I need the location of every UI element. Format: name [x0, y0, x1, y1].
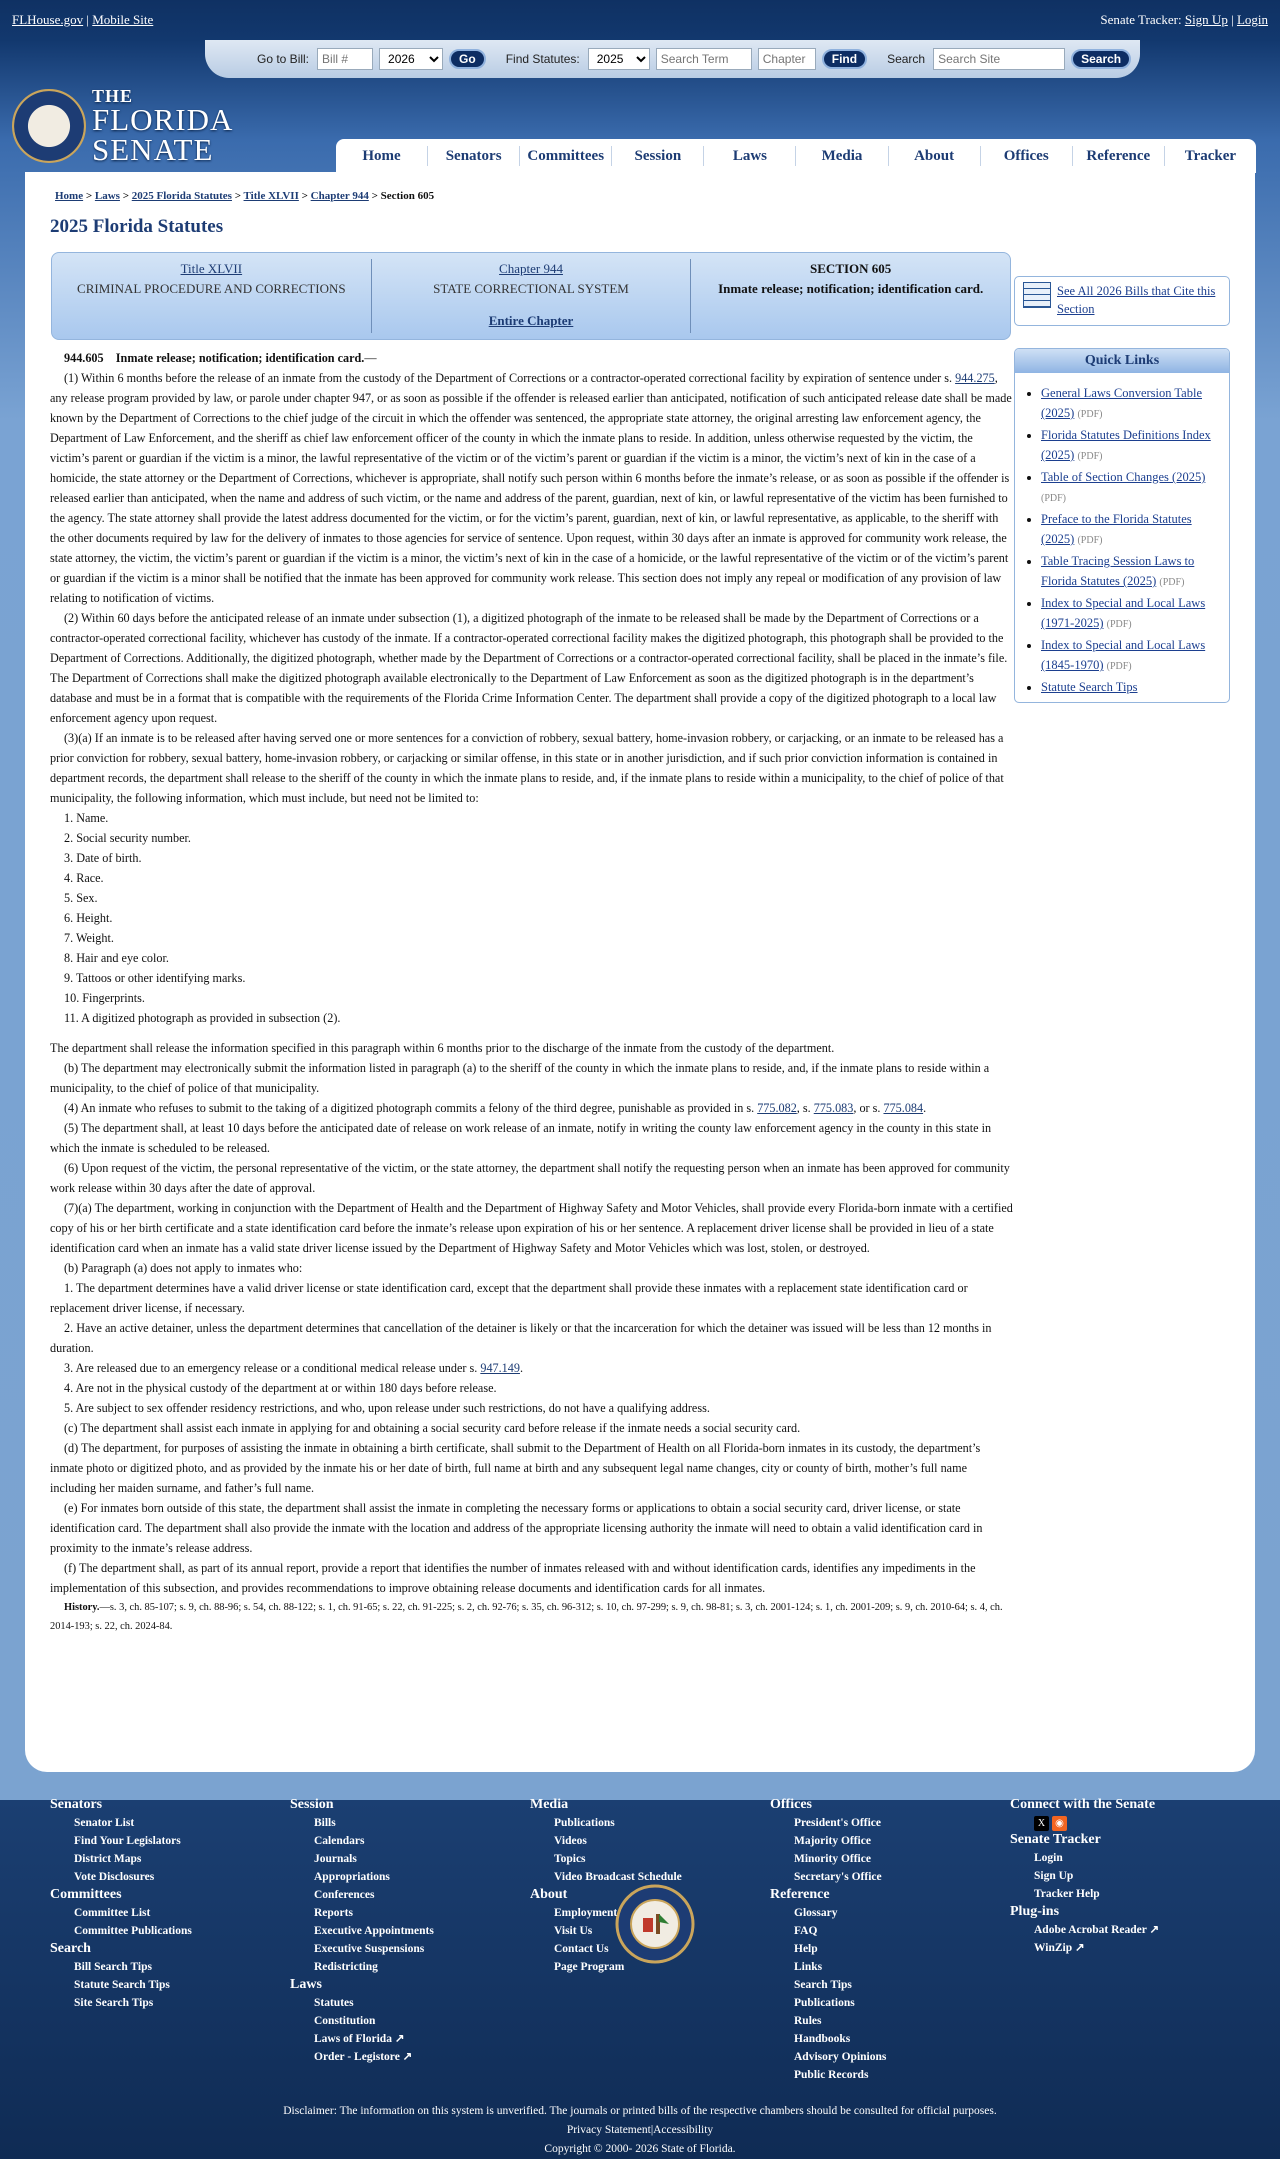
subsection-7b-4: 4. Are not in the physical custody of the department at or within 180 days before release.	[64, 1381, 497, 1395]
go-to-bill-label: Go to Bill:	[257, 52, 310, 66]
footer-col-5-sections	[1010, 1831, 1250, 1957]
find-button[interactable]: Find	[822, 49, 867, 69]
footer-col-4	[770, 1796, 1010, 2084]
logo-senate: SENATE	[92, 131, 214, 167]
site-footer	[50, 1796, 1250, 2084]
top-left-links	[12, 12, 153, 28]
quick-link[interactable]: Florida Statutes Definitions Index (2025)	[1041, 428, 1211, 462]
breadcrumb-sep: >	[83, 190, 95, 202]
footer-link-list	[530, 1904, 770, 1976]
list-item: 1. Name.	[64, 811, 109, 825]
statute-link-775-083[interactable]: 775.083	[813, 1101, 854, 1115]
footer-link[interactable]: Laws of Florida ↗	[314, 2033, 405, 2045]
footer-link[interactable]: Journals	[314, 1853, 357, 1865]
footer-link-list	[770, 1904, 1010, 2084]
footer-link[interactable]: Find Your Legislators	[74, 1835, 181, 1847]
quick-link[interactable]: Index to Special and Local Laws (1971-2025)	[1041, 596, 1206, 630]
footer-link[interactable]: Visit Us	[554, 1925, 593, 1937]
footer-link[interactable]: Statute Search Tips	[74, 1979, 170, 1991]
pdf-badge: (PDF)	[1106, 619, 1132, 630]
footer-link[interactable]: Committee Publications	[74, 1925, 192, 1937]
nav-laws[interactable]: Laws	[704, 146, 796, 166]
footer-link[interactable]: Public Records	[794, 2069, 869, 2081]
list-item: 4. Race.	[64, 871, 104, 885]
nav-senators[interactable]: Senators	[428, 146, 520, 166]
footer-link[interactable]: Videos	[554, 1835, 587, 1847]
list-item: 9. Tattoos or other identifying marks.	[64, 971, 246, 985]
nav-committees[interactable]: Committees	[520, 146, 612, 166]
footer-link[interactable]: Appropriations	[314, 1871, 390, 1883]
footer-link[interactable]: Publications	[794, 1997, 855, 2009]
quick-link-item	[1041, 467, 1221, 509]
pdf-badge: (PDF)	[1077, 409, 1103, 420]
subsection-text: , or s.	[853, 1101, 884, 1115]
footer-link-list	[290, 1994, 530, 2066]
nav-reference[interactable]: Reference	[1073, 146, 1165, 166]
subsection-text: (4) An inmate who refuses to submit to the taking of a digitized photograph commits a felony of the third degree, punishable as provided in s.	[64, 1101, 758, 1115]
footer-link[interactable]: Bills	[314, 1817, 336, 1829]
footer-link[interactable]: Video Broadcast Schedule	[554, 1871, 682, 1883]
quick-link-item	[1041, 551, 1221, 593]
nav-about[interactable]: About	[889, 146, 981, 166]
title-name: CRIMINAL PROCEDURE AND CORRECTIONS	[77, 281, 346, 296]
search-button[interactable]: Search	[1071, 49, 1131, 69]
find-statutes-label: Find Statutes:	[505, 52, 580, 66]
breadcrumb-laws[interactable]: Laws	[94, 190, 120, 202]
main-content	[25, 172, 1255, 1772]
statute-link-944-275[interactable]: 944.275	[955, 371, 995, 385]
footer-link[interactable]: WinZip ↗	[1034, 1942, 1085, 1954]
footer-heading[interactable]: Senate Tracker	[1010, 1832, 1101, 1847]
pdf-badge: (PDF)	[1041, 493, 1067, 504]
subsection-3a: (3)(a) If an inmate is to be released after having served one or more sentences for a conviction of robbery, sexual battery, home-invasion robbery, or carjacking, or an inmate to be released has a prior conviction for robbery, sexual battery, home-invasion robbery, or carjacking or similar offense, in this state or in another jurisdiction, and if such prior conviction information is contained in department records, the department shall release to the sheriff of the county in which the inmate plans to reside, and, if the inmate plans to reside within a municipality, to the chief of police of that municipality, the following information, which must include, but need not be limited to:	[50, 731, 1004, 805]
footer-heading[interactable]: About	[530, 1887, 568, 1902]
quick-links-title: Quick Links	[1015, 349, 1229, 373]
footer-link[interactable]: Majority Office	[794, 1835, 871, 1847]
footer-heading[interactable]: Search	[50, 1941, 91, 1956]
subsection-7e: (e) For inmates born outside of this state, the department shall assist the inmate in completing the necessary forms or applications to obtain a social security card, driver license, or state identification card. The department shall also provide the inmate with the location and address of the appropriate licensing authority the inmate will need to obtain a valid identification card in proximity to the inmate’s release address.	[50, 1501, 983, 1555]
top-bar	[0, 0, 1280, 40]
breadcrumb-sep: >	[231, 190, 244, 202]
statute-heading	[50, 348, 1015, 368]
section-catchline: Inmate release; notification; identification card.	[115, 351, 365, 365]
nav-offices[interactable]: Offices	[981, 146, 1073, 166]
disclaimer	[0, 2102, 1280, 2159]
cite-bills-box	[1014, 276, 1230, 326]
footer-link[interactable]: Login	[1034, 1852, 1063, 1864]
privacy-link[interactable]: Privacy Statement	[566, 2124, 651, 2136]
subsection-7b: (b) Paragraph (a) does not apply to inmates who:	[64, 1261, 303, 1275]
breadcrumb-sep: >	[119, 190, 132, 202]
list-item: 2. Social security number.	[64, 831, 191, 845]
subsection-7b-3	[50, 1358, 1015, 1378]
quick-link[interactable]: Index to Special and Local Laws (1845-1970)	[1041, 638, 1206, 672]
search-strip	[205, 40, 1140, 78]
sign-up-link[interactable]: Sign Up	[1184, 12, 1228, 27]
nav-session[interactable]: Session	[612, 146, 704, 166]
quick-links-panel	[1014, 348, 1230, 703]
section-label: SECTION 605	[810, 261, 892, 276]
footer-link-list	[290, 1814, 530, 1976]
footer-link[interactable]: Sign Up	[1034, 1870, 1074, 1882]
quick-link-item	[1041, 425, 1221, 467]
footer-link[interactable]: Order - Legistore ↗	[314, 2051, 413, 2063]
footer-heading[interactable]: Offices	[770, 1797, 812, 1812]
footer-link[interactable]: Secretary's Office	[794, 1871, 882, 1883]
pdf-badge: (PDF)	[1077, 451, 1103, 462]
pdf-badge: (PDF)	[1159, 577, 1185, 588]
footer-heading[interactable]: Laws	[290, 1977, 322, 1992]
section-name: Inmate release; notification; identification card.	[718, 281, 984, 296]
rss-icon[interactable]: ◉	[1052, 1816, 1067, 1831]
breadcrumb-home[interactable]: Home	[55, 190, 84, 202]
flhouse-link[interactable]: FLHouse.gov	[12, 12, 84, 27]
social-links	[1034, 1816, 1067, 1831]
chapter-name: STATE CORRECTIONAL SYSTEM	[433, 281, 629, 296]
table-icon	[1023, 282, 1051, 308]
subsection-7b-1: 1. The department determines have a valid driver license or state identification card, except that the department shall provide these inmates with a replacement state identification card or replacement driver license, if necessary.	[50, 1281, 968, 1315]
nav-media[interactable]: Media	[796, 146, 888, 166]
senate-seal-icon	[12, 89, 86, 163]
footer-link[interactable]: FAQ	[794, 1925, 818, 1937]
footer-link[interactable]: Vote Disclosures	[74, 1871, 155, 1883]
footer-link[interactable]: Senator List	[74, 1817, 135, 1829]
quick-link[interactable]: Preface to the Florida Statutes (2025)	[1041, 512, 1192, 546]
statute-year-select[interactable]	[588, 48, 650, 70]
accessibility-link[interactable]: Accessibility	[653, 2124, 714, 2136]
subsection-1	[50, 368, 1015, 608]
entire-chapter-link[interactable]: Entire Chapter	[488, 313, 574, 328]
subsection-2: (2) Within 60 days before the anticipated release of an inmate under subsection (1), a digitized photograph of the inmate to be released shall be made by the Department of Corrections or a contractor-operated correctional facility, whichever has custody of the inmate. If a contractor-operated correctional facility makes the digitized photograph, this photograph shall be provided to the Department of Corrections. Additionally, the digitized photograph, whether made by the Department of Corrections or a contractor-operated correctional facility, shall be placed in the inmate’s file. The Department of Corrections shall make the digitized photograph available electronically to the Department of Law Enforcement as soon as the digitized photograph is in the department’s database and must be in a format that is compatible with the requirements of the Florida Crime Information Center. The department shall provide a copy of the digitized photograph to a local law enforcement agency upon request.	[50, 611, 1008, 725]
footer-col-1	[50, 1796, 290, 2084]
breadcrumb-statutes[interactable]: 2025 Florida Statutes	[131, 190, 232, 202]
footer-link-list	[530, 1814, 770, 1886]
login-link[interactable]: Login	[1236, 12, 1268, 27]
quick-link-item	[1041, 383, 1221, 425]
chapter-input[interactable]	[758, 48, 816, 70]
pdf-badge: (PDF)	[1106, 661, 1132, 672]
quick-links-list	[1015, 373, 1229, 697]
footer-link[interactable]: Redistricting	[314, 1961, 378, 1973]
breadcrumb-current: Section 605	[380, 190, 435, 202]
list-item: 11. A digitized photograph as provided in subsection (2).	[64, 1011, 341, 1025]
footer-link[interactable]: Statutes	[314, 1997, 354, 2009]
list-item: 6. Height.	[64, 911, 113, 925]
nav-tracker[interactable]: Tracker	[1184, 148, 1237, 164]
logo-the: THE	[92, 86, 134, 106]
disclaimer-text: Disclaimer: The information on this system is unverified. The journals or printed bills of the respective chambers should be consulted for official purposes.	[283, 2105, 997, 2117]
senate-tracker-links: Senate Tracker: Sign Up | Login	[1100, 12, 1268, 27]
footer-col-2	[290, 1796, 530, 2084]
copyright-text: Copyright © 2000- 2026 State of Florida.	[544, 2143, 736, 2155]
footer-link-list	[50, 1958, 290, 2012]
history-label: History.	[64, 1602, 100, 1613]
statute-header-box	[51, 252, 1011, 340]
chapter-link[interactable]: Chapter 944	[499, 261, 563, 276]
footer-link[interactable]: Bill Search Tips	[74, 1961, 152, 1973]
footer-link[interactable]: President's Office	[794, 1817, 881, 1829]
footer-link-list	[770, 1814, 1010, 1886]
logo-text	[92, 86, 234, 167]
footer-heading[interactable]: Plug-ins	[1010, 1904, 1060, 1919]
footer-link[interactable]: Tracker Help	[1034, 1888, 1100, 1900]
breadcrumb-chapter[interactable]: Chapter 944	[310, 190, 369, 202]
quick-link[interactable]: Table of Section Changes (2025)	[1041, 470, 1206, 484]
statute-link-775-082[interactable]: 775.082	[757, 1101, 797, 1115]
quick-link[interactable]: Table Tracing Session Laws to Florida Statutes (2025)	[1041, 554, 1195, 588]
footer-col-3	[530, 1796, 770, 2084]
footer-heading[interactable]: Committees	[50, 1887, 122, 1902]
footer-heading[interactable]: Media	[530, 1797, 569, 1812]
go-button[interactable]: Go	[449, 49, 486, 69]
footer-link[interactable]: Help	[794, 1943, 818, 1955]
subsection-4	[50, 1098, 1015, 1118]
subsection-7f: (f) The department shall, as part of its annual report, provide a report that identifies the number of inmates released with and without identification cards, identifies any impediments in the implementation of this subsection, and provides recommendations to improve obtaining release documents and identification cards for all inmates.	[50, 1561, 976, 1595]
footer-link[interactable]: Publications	[554, 1817, 615, 1829]
statute-text	[50, 348, 1015, 1636]
list-item: 7. Weight.	[64, 931, 114, 945]
chapter-column	[372, 259, 692, 333]
footer-link[interactable]: Committee List	[74, 1907, 151, 1919]
quick-link-item	[1041, 677, 1221, 697]
footer-heading[interactable]: Session	[290, 1797, 334, 1812]
footer-link-list	[1010, 1849, 1250, 1903]
separator: |	[650, 2124, 654, 2136]
footer-link[interactable]: Reports	[314, 1907, 353, 1919]
quick-link-item	[1041, 635, 1221, 677]
footer-heading[interactable]: Reference	[770, 1887, 830, 1902]
subsection-text: 3. Are released due to an emergency release or a conditional medical release under s.	[64, 1361, 481, 1375]
nav-home[interactable]: Home	[336, 146, 428, 166]
mobile-site-link[interactable]: Mobile Site	[92, 12, 154, 27]
subsection-6: (6) Upon request of the victim, the personal representative of the victim, or the state attorney, the department shall notify the requesting person when an inmate has been approved for community work release within 30 days after the date of approval.	[50, 1161, 1010, 1195]
search-label: Search	[887, 52, 926, 66]
pdf-badge: (PDF)	[1077, 535, 1103, 546]
separator: |	[83, 12, 93, 27]
footer-link-list	[50, 1904, 290, 1940]
breadcrumb	[55, 190, 434, 202]
subsection-7c: (c) The department shall assist each inmate in applying for and obtaining a social security card before release if the inmate needs a social security card.	[64, 1421, 801, 1435]
footer-link[interactable]: Employment	[554, 1907, 618, 1919]
quick-link-item	[1041, 593, 1221, 635]
quick-link-item	[1041, 509, 1221, 551]
site-search-input[interactable]	[933, 48, 1065, 70]
subsection-text: .	[923, 1101, 927, 1115]
footer-col-5	[1010, 1796, 1250, 2084]
footer-link[interactable]: Executive Appointments	[314, 1925, 434, 1937]
footer-link[interactable]: Links	[794, 1961, 823, 1973]
list-item: 8. Hair and eye color.	[64, 951, 169, 965]
footer-link[interactable]: Glossary	[794, 1907, 838, 1919]
history-note	[50, 1598, 1015, 1636]
footer-link[interactable]: Conferences	[314, 1889, 375, 1901]
subsection-text: (1) Within 6 months before the release of an inmate from the custody of the Department of Corrections or a contractor-operated correctional facility by expiration of sentence under s.	[64, 371, 956, 385]
footer-link[interactable]: Constitution	[314, 2015, 376, 2027]
list-item: 10. Fingerprints.	[64, 991, 145, 1005]
footer-heading[interactable]: Senators	[50, 1797, 103, 1812]
subsection-7b-5: 5. Are subject to sex offender residency restrictions, and who, upon release under such restrictions, do not have a qualifying address.	[64, 1401, 710, 1415]
footer-link[interactable]: District Maps	[74, 1853, 142, 1865]
breadcrumb-sep: >	[368, 190, 381, 202]
footer-link[interactable]: Site Search Tips	[74, 1997, 154, 2009]
title-column	[52, 259, 372, 333]
subsection-7a: (7)(a) The department, working in conjunction with the Department of Health and the Department of Highway Safety and Motor Vehicles, shall provide every Florida-born inmate with a certified copy of his or her birth certificate and a state identification card before the inmate’s release upon expiration of his or her sentence. A replacement driver license shall be provided in lieu of a state identification card when an inmate has a valid state driver license issued by the Department of Highway Safety and Motor Vehicles which was lost, stolen, or destroyed.	[50, 1201, 1013, 1255]
info-list	[50, 808, 1015, 1028]
title-link[interactable]: Title XLVII	[180, 261, 243, 276]
footer-link[interactable]: Topics	[554, 1853, 586, 1865]
quick-link[interactable]: General Laws Conversion Table (2025)	[1041, 386, 1202, 420]
footer-link[interactable]: Adobe Acrobat Reader ↗	[1034, 1924, 1160, 1936]
statute-link-947-149[interactable]: 947.149	[480, 1361, 520, 1375]
subsection-3b: (b) The department may electronically submit the information listed in paragraph (a) to the sheriff of the county in which the inmate plans to reside, and, if the inmate plans to reside within a municipality, to the chief of police of that municipality.	[50, 1061, 990, 1095]
footer-link[interactable]: Rules	[794, 2015, 822, 2027]
footer-link-list	[50, 1814, 290, 1886]
bill-year-select[interactable]	[379, 48, 443, 70]
cite-bills-link[interactable]: See All 2026 Bills that Cite this Section	[1057, 284, 1216, 316]
footer-link[interactable]: Calendars	[314, 1835, 365, 1847]
breadcrumb-sep: >	[298, 190, 311, 202]
senate-logo[interactable]	[12, 86, 234, 167]
subsection-5: (5) The department shall, at least 10 days before the anticipated date of release on work release of an inmate, notify in writing the county law enforcement agency in the county in this state in which the inmate is scheduled to be released.	[50, 1121, 992, 1155]
subsection-text: .	[519, 1361, 523, 1375]
subsection-text: , s.	[796, 1101, 814, 1115]
section-column	[691, 259, 1010, 333]
breadcrumb-title[interactable]: Title XLVII	[243, 190, 299, 202]
history-text: —s. 3, ch. 85-107; s. 9, ch. 88-96; s. 54, ch. 88-122; s. 1, ch. 91-65; s. 22, ch. 91-225; s. 2, ch. 92-76; s. 35, ch. 96-312; s. 10, ch. 97-299; s. 9, ch. 98-81; s. 3, ch. 2001-124; s. 1, ch. 2001-209; s. 9, ch. 2010-64; s. 4, ch. 2014-193; s. 22, ch. 2024-84.	[50, 1602, 1003, 1632]
statute-link-775-084[interactable]: 775.084	[883, 1101, 924, 1115]
footer-link[interactable]: Page Program	[554, 1961, 625, 1973]
list-item: 3. Date of birth.	[64, 851, 142, 865]
footer-link[interactable]: Contact Us	[554, 1943, 609, 1955]
subsection-3-release: The department shall release the information specified in this paragraph within 6 months prior to the discharge of the inmate from the custody of the department.	[50, 1041, 835, 1055]
footer-link[interactable]: Handbooks	[794, 2033, 851, 2045]
subsection-7b-2: 2. Have an active detainer, unless the department determines that cancellation of the detainer is likely or that the incarceration for which the detainer was issued will be less than 12 months in duration.	[50, 1321, 992, 1355]
list-item: 5. Sex.	[64, 891, 98, 905]
footer-link[interactable]: Minority Office	[794, 1853, 871, 1865]
footer-link[interactable]: Advisory Opinions	[794, 2051, 887, 2063]
bill-number-input[interactable]	[317, 48, 373, 70]
footer-link[interactable]: Executive Suspensions	[314, 1943, 425, 1955]
subsection-7d: (d) The department, for purposes of assisting the inmate in obtaining a birth certificate, shall submit to the Department of Health on all Florida-born inmates in its custody, the department’s inmate photo or digitized photo, and as provided by the inmate his or her date of birth, full name at birth and any subsequent legal name changes, city or county of birth, mother’s full name including her maiden surname, and father’s full name.	[50, 1441, 981, 1495]
heading-dash: —	[364, 351, 377, 365]
footer-link-list	[1010, 1921, 1250, 1957]
quick-link[interactable]: Statute Search Tips	[1041, 680, 1138, 694]
section-number: 944.605	[64, 351, 104, 365]
connect-heading: Connect with the Senate	[1010, 1797, 1156, 1812]
footer-link[interactable]: Search Tips	[794, 1979, 852, 1991]
logo-florida: FLORIDA	[92, 102, 234, 138]
main-nav	[336, 139, 1256, 173]
subsection-text: , any release program provided by law, or parole under chapter 947, or as soon as possible if the offender is released earlier than anticipated, notification of such anticipated release date shall be made known by the Department of Corrections to the chief judge of the circuit in which the offender was sentenced, the appropriate state attorney, the original arresting law enforcement agency, the Department of Law Enforcement, and the sheriff as chief law enforcement officer of the county in which the inmate plans to reside. In addition, unless otherwise requested by the victim, the victim’s parent or guardian if the victim is a minor, the lawful representative of the victim or of the victim’s parent or guardian if the victim is a minor, the victim’s next of kin in the case of a homicide, the state attorney or the Department of Corrections, whichever is appropriate, shall notify such person within 6 months before the inmate’s release, or as soon as possible if the offender is released earlier than anticipated, when the name and address of such victim, or the name and address of the parent, guardian, next of kin, or lawful representative of the victim has been furnished to the agency. The state attorney shall provide the latest address documented for the victim, or for the victim’s parent, guardian, next of kin, or lawful representative, as applicable, to the sheriff with the other documents required by law for the delivery of inmates to those agencies for service of sentence. Upon request, within 30 days after an inmate is approved for community work release, the state attorney, the victim, the victim’s parent or guardian if the victim is a minor, the victim’s next of kin in the case of a homicide, or the lawful representative of the victim or of the victim’s parent or guardian if the victim is a minor shall be notified that the inmate has been approved for community work release. This section does not imply any repeal or modification of any provision of law relating to notification of victims.	[50, 371, 1012, 605]
search-term-input[interactable]	[656, 48, 752, 70]
page-title: 2025 Florida Statutes	[50, 216, 224, 237]
tracker-label: Senate Tracker:	[1100, 12, 1185, 27]
x-twitter-icon[interactable]: X	[1034, 1816, 1049, 1831]
